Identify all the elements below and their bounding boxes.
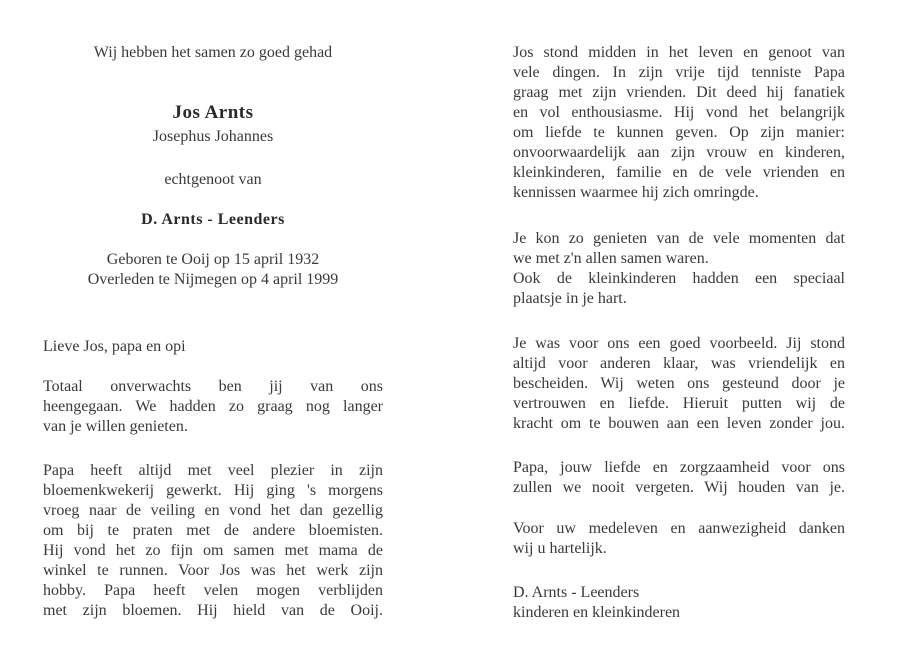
spouse-name: D. Arnts - Leenders xyxy=(141,211,285,228)
text-line: wij u hartelijk. xyxy=(513,540,607,557)
birth-line: Geboren te Ooij op 15 april 1932 xyxy=(106,251,320,268)
text-line: Hij vond het zo fijn om samen met mama de xyxy=(43,542,383,559)
text-line: graag met zijn vrienden. Dit deed hij fanatiek xyxy=(513,84,845,101)
text-line: Papa, jouw liefde en zorgzaamheid voor ons xyxy=(513,459,845,476)
signature-name: D. Arnts - Leenders xyxy=(513,584,640,601)
text-line: winkel te runnen. Voor Jos was het werk zijn xyxy=(43,562,383,579)
salutation: Lieve Jos, papa en opi xyxy=(43,338,186,355)
text-line: we met z'n allen samen waren. xyxy=(513,250,709,267)
text-line: met zijn bloemen. Hij hield van de Ooij. xyxy=(43,602,383,619)
text-line: van je willen genieten. xyxy=(43,418,188,435)
text-line: Je was voor ons een goed voorbeeld. Jij stond xyxy=(513,335,845,352)
death-line: Overleden te Nijmegen op 4 april 1999 xyxy=(87,271,339,288)
text-line: vroeg naar de veiling en vond het dan gezellig xyxy=(43,502,383,519)
text-line: bloemenkwekerij gewerkt. Hij ging 's morgens xyxy=(43,482,383,499)
text-line: onvoorwaardelijk aan zijn vrouw en kinderen, xyxy=(513,144,845,161)
text-line: altijd voor anderen klaar, was vriendelijk en xyxy=(513,355,845,372)
full-name: Josephus Johannes xyxy=(152,128,274,145)
text-line: kennissen waarmee hij zich omringde. xyxy=(513,184,759,201)
text-line: Voor uw medeleven en aanwezigheid danken xyxy=(513,520,845,537)
text-line: om bij te praten met de andere bloemisten. xyxy=(43,522,383,539)
text-line: hobby. Papa heeft velen mogen verblijden xyxy=(43,582,383,599)
text-line: zullen we nooit vergeten. Wij houden van je. xyxy=(513,479,845,496)
text-line: bescheiden. Wij weten ons gesteund door je xyxy=(513,375,845,392)
text-line: Totaal onverwachts ben jij van ons xyxy=(43,378,383,395)
spouse-label: echtgenoot van xyxy=(164,171,262,188)
deceased-name: Jos Arnts xyxy=(172,102,254,123)
text-line: en vol enthousiasme. Hij vond het belangrijk xyxy=(513,104,845,121)
text-line: vertrouwen en liefde. Hieruit putten wij de xyxy=(513,395,845,412)
text-line: kracht om te bouwen aan een leven zonder jou. xyxy=(513,415,845,432)
signature-family: kinderen en kleinkinderen xyxy=(513,604,681,621)
text-line: vele dingen. In zijn vrije tijd tenniste Papa xyxy=(513,64,845,81)
heading: Wij hebben het samen zo goed gehad xyxy=(93,44,333,61)
text-line: Je kon zo genieten van de vele momenten dat xyxy=(513,230,845,247)
text-line: plaatsje in je hart. xyxy=(513,290,627,307)
text-line: Ook de kleinkinderen hadden een speciaal xyxy=(513,270,845,287)
text-line: Jos stond midden in het leven en genoot van xyxy=(513,44,845,61)
text-line: heengegaan. We hadden zo graag nog langer xyxy=(43,398,383,415)
text-line: Papa heeft altijd met veel plezier in zijn xyxy=(43,462,383,479)
text-line: om liefde te kunnen geven. Op zijn manier: xyxy=(513,124,845,141)
text-line: kleinkinderen, familie en de vele vrienden en xyxy=(513,164,845,181)
